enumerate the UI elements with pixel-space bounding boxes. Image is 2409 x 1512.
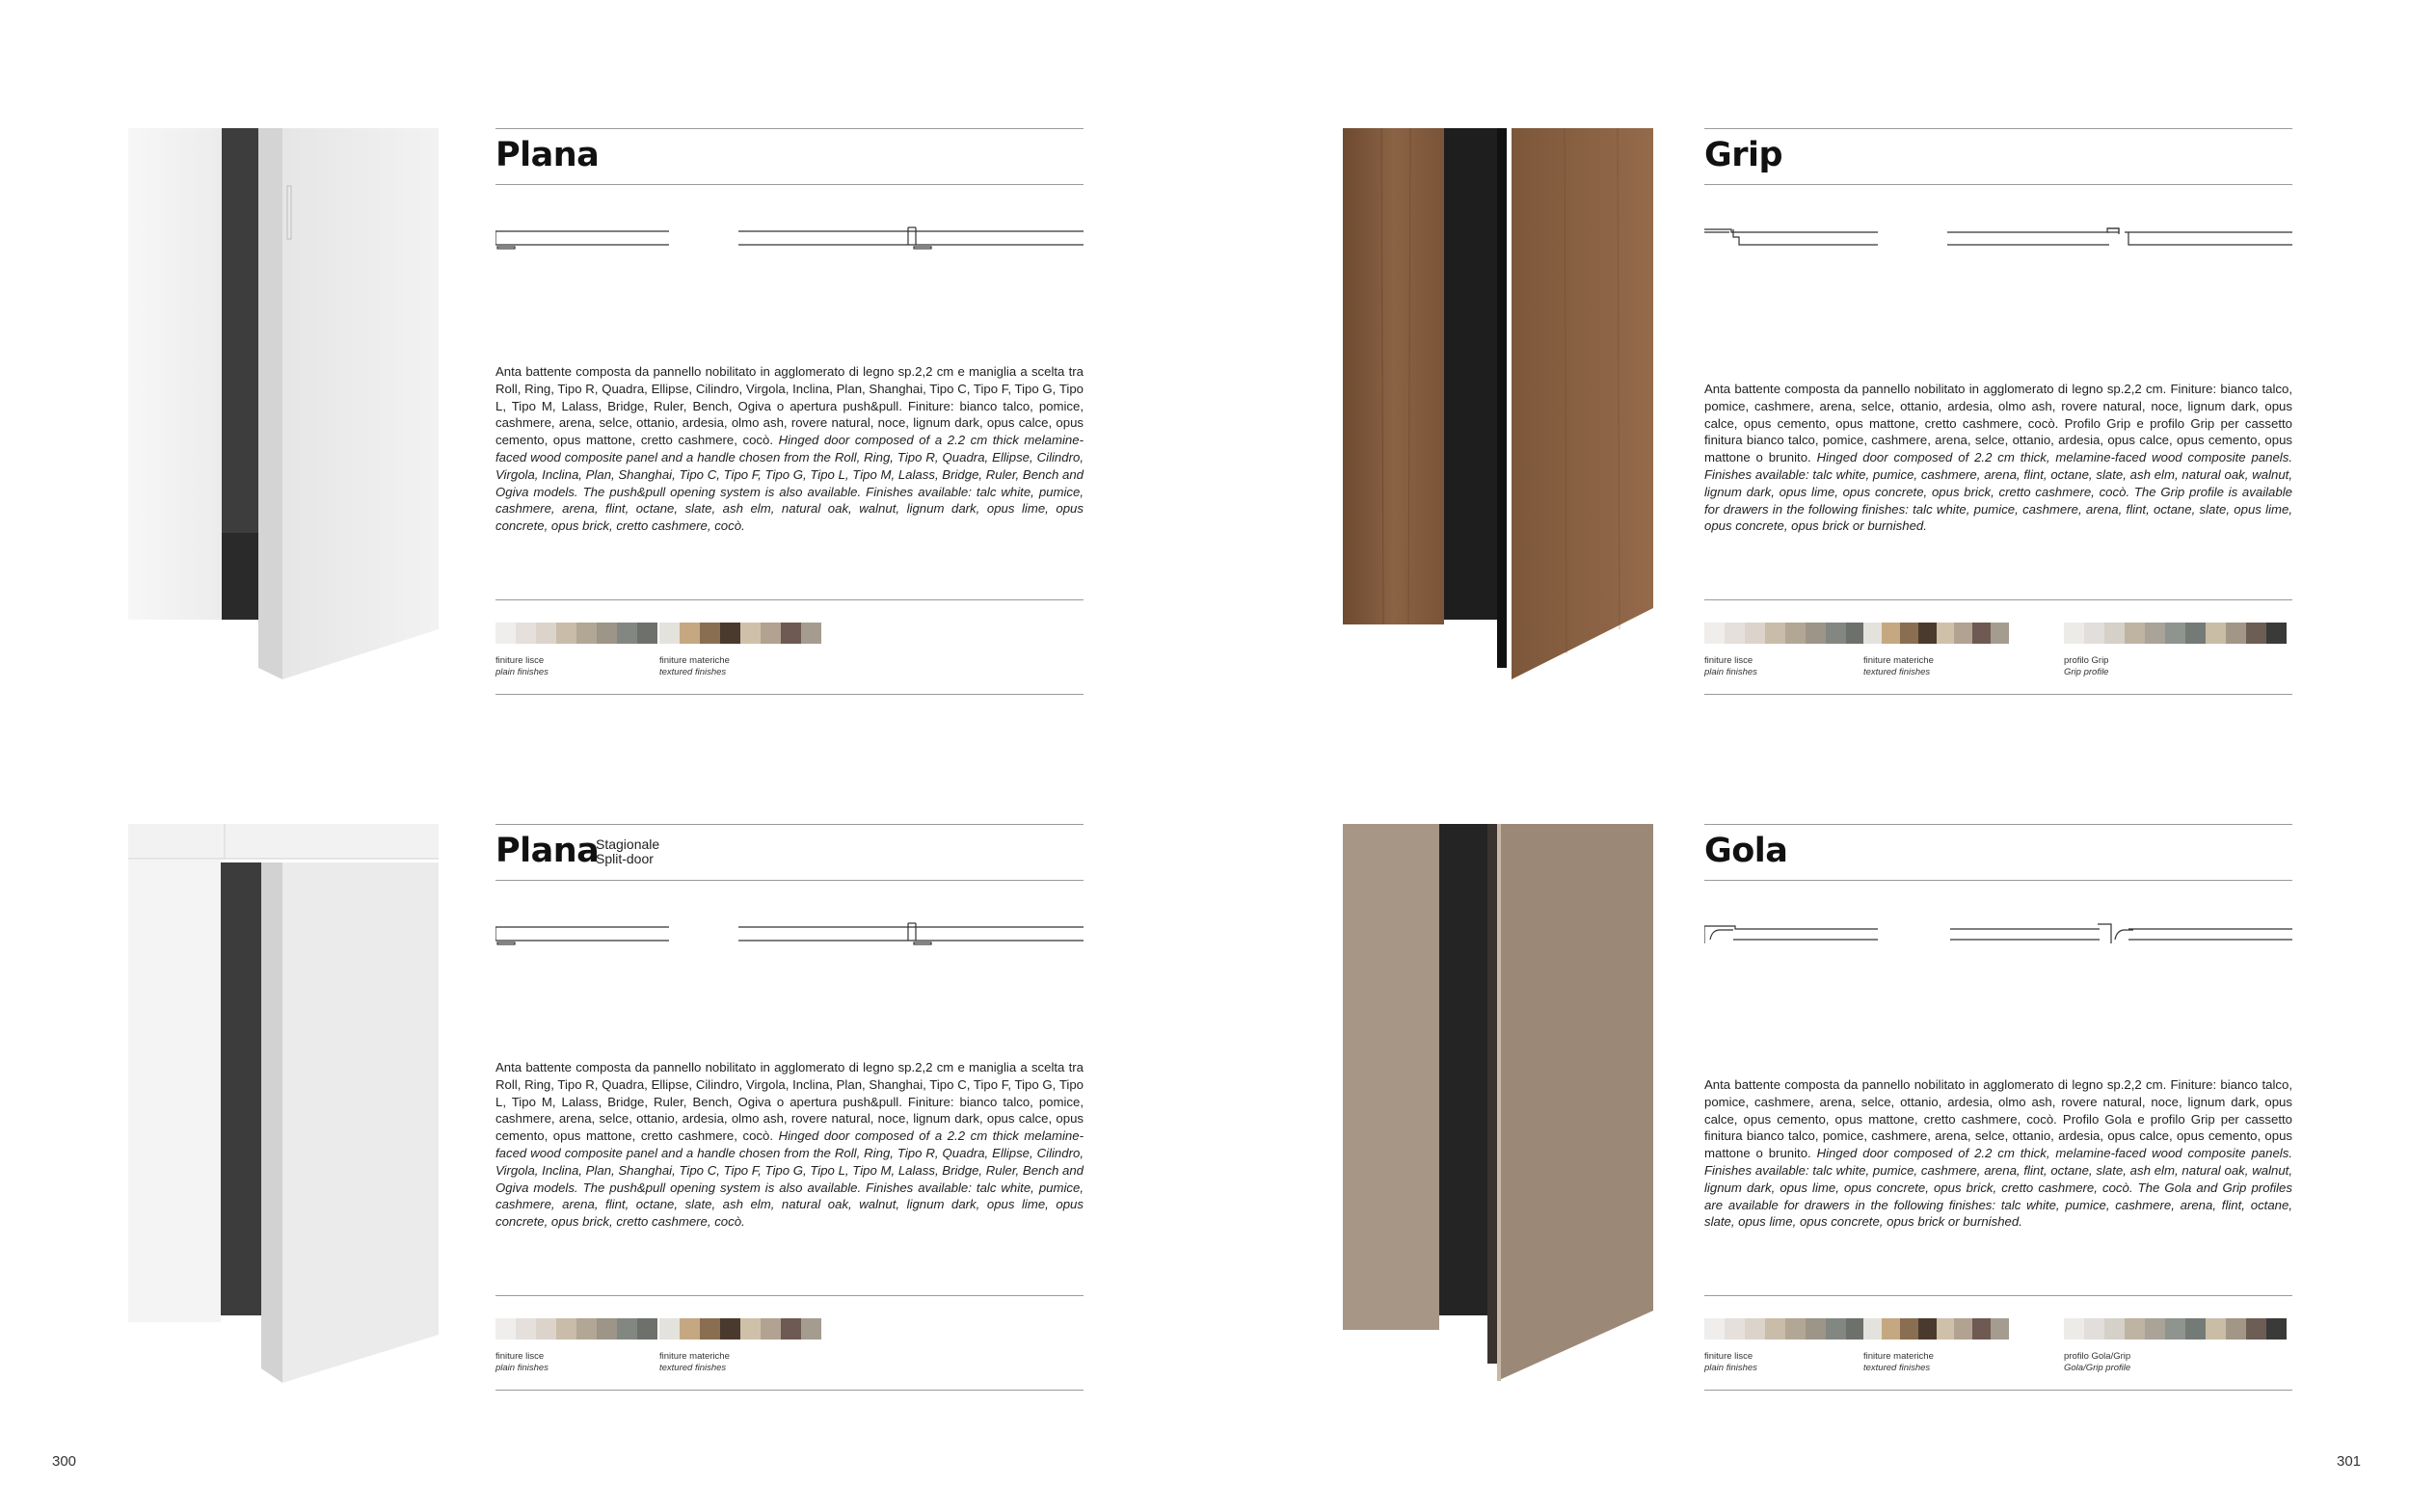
product-description bbox=[1704, 381, 2292, 535]
product-description bbox=[495, 363, 1084, 535]
color-swatch bbox=[2125, 623, 2145, 644]
color-swatch bbox=[495, 1318, 516, 1340]
swatch-group-textured bbox=[1863, 623, 2009, 678]
divider bbox=[1704, 184, 2292, 185]
color-swatch bbox=[516, 1318, 536, 1340]
color-swatch bbox=[1765, 1318, 1785, 1340]
description-english: Hinged door composed of 2.2 cm thick, melamine-faced wood composite panels. Finishes available: talc white, pumice, cashmere, arena, flint, octane, slate, ash elm, natural oak, walnut, lignum dark, opus lime, opus concrete, opus brick, cretto cashmere, cocò. The Grip profile is available for drawers in the following finishes: talc white, pumice, cashmere, arena, flint, octane, slate, opus lime, opus concrete, opus brick or burnished. bbox=[1704, 450, 2292, 534]
color-swatch bbox=[1954, 623, 1972, 644]
color-swatch bbox=[2226, 1318, 2246, 1340]
swatch-row bbox=[659, 1318, 821, 1340]
color-swatch bbox=[1725, 1318, 1745, 1340]
color-swatch bbox=[761, 1318, 781, 1340]
plana-door-photo bbox=[128, 128, 439, 697]
swatch-label: finiture lisce plain finishes bbox=[495, 655, 549, 677]
product-title: Plana bbox=[495, 136, 600, 174]
swatch-group-textured bbox=[659, 1318, 821, 1374]
color-swatch bbox=[1806, 1318, 1826, 1340]
divider bbox=[495, 128, 1084, 129]
color-swatch bbox=[740, 623, 761, 644]
description-english: Hinged door composed of a 2.2 cm thick melamine-faced wood composite panel and a handle chosen from the Roll, Ring, Tipo R, Quadra, Ellipse, Cilindro, Virgola, Inclina, Plan, Shanghai, Tipo C, Tipo F, Tipo G, Tipo L, Tipo M, Lalass, Bridge, Ruler, Bench and Ogiva models. The push&pull opening system is also available. Finishes available: talc white, pumice, cashmere, arena, flint, octane, slate, ash elm, natural oak, walnut, lignum dark, opus lime, opus concrete, opus brick, cretto cashmere, cocò. bbox=[495, 1128, 1084, 1230]
color-swatch bbox=[1972, 1318, 1991, 1340]
swatch-label: finiture lisce plain finishes bbox=[1704, 1351, 1757, 1373]
swatch-group-textured bbox=[1863, 1318, 2009, 1374]
color-swatch bbox=[1704, 1318, 1725, 1340]
divider bbox=[1704, 824, 2292, 825]
color-swatch bbox=[1918, 1318, 1937, 1340]
swatch-group-textured bbox=[659, 623, 821, 678]
color-swatch bbox=[2165, 623, 2185, 644]
swatch-label: finiture lisce plain finishes bbox=[495, 1351, 549, 1373]
color-swatch bbox=[1900, 623, 1918, 644]
divider bbox=[495, 184, 1084, 185]
description-italian: Anta battente composta da pannello nobilitato in agglomerato di legno sp.2,2 cm. Finiture: bianco talco, pomice, cashmere, arena, selce, ottanio, ardesia, olmo ash, rovere natural, noce, lignum dark, opus calce, opus cemento, opus mattone, cretto cashmere, cocò. Profilo Gola e profilo Grip per cassetto finitura bianco talco, pomice, cashmere, arena, selce, ottanio, ardesia, opus calce, opus cemento, opus mattone o brunito. bbox=[1704, 1077, 2292, 1161]
color-swatch bbox=[1765, 623, 1785, 644]
color-swatch bbox=[801, 1318, 821, 1340]
color-swatch bbox=[637, 1318, 657, 1340]
divider bbox=[1704, 1295, 2292, 1296]
swatch-row bbox=[1704, 1318, 1866, 1340]
color-swatch bbox=[536, 1318, 556, 1340]
swatch-label: finiture materiche textured finishes bbox=[1863, 655, 1934, 677]
page-number-right: 301 bbox=[2337, 1453, 2362, 1470]
color-swatch bbox=[740, 1318, 761, 1340]
product-description bbox=[495, 1059, 1084, 1231]
color-swatch bbox=[720, 1318, 740, 1340]
color-swatch bbox=[576, 623, 597, 644]
product-title: Plana bbox=[495, 832, 600, 870]
product-subtitle: Stagionale Split-door bbox=[596, 836, 660, 866]
color-swatch bbox=[1937, 1318, 1955, 1340]
description-italian: Anta battente composta da pannello nobilitato in agglomerato di legno sp.2,2 cm e maniglia a scelta tra Roll, Ring, Tipo R, Quadra, Ellipse, Cilindro, Virgola, Inclina, Plan, Shanghai, Tipo C, Tipo F, Tipo G, Tipo L, Tipo M, Lalass, Bridge, Ruler, Bench, Ogiva o apertura push&pull. Finiture: bianco talco, pomice, cashmere, arena, selce, ottanio, ardesia, olmo ash, rovere natural, noce, lignum dark, opus calce, opus cemento, opus mattone, cretto cashmere, cocò. bbox=[495, 1060, 1084, 1144]
section-profile-drawing bbox=[1704, 920, 2292, 949]
divider bbox=[495, 599, 1084, 600]
description-english: Hinged door composed of a 2.2 cm thick melamine-faced wood composite panel and a handle chosen from the Roll, Ring, Tipo R, Quadra, Ellipse, Cilindro, Virgola, Inclina, Plan, Shanghai, Tipo C, Tipo F, Tipo G, Tipo L, Tipo M, Lalass, Bridge, Ruler, Bench and Ogiva models. The push&pull opening system is also available. Finishes available: talc white, pumice, cashmere, arena, flint, octane, slate, ash elm, natural oak, walnut, lignum dark, opus lime, opus concrete, opus brick, cretto cashmere, cocò. bbox=[495, 433, 1084, 534]
divider bbox=[1704, 128, 2292, 129]
divider bbox=[1704, 1390, 2292, 1391]
color-swatch bbox=[1882, 1318, 1900, 1340]
plana-split-door-photo bbox=[128, 824, 439, 1393]
color-swatch bbox=[1937, 623, 1955, 644]
color-swatch bbox=[2165, 1318, 2185, 1340]
divider bbox=[1704, 694, 2292, 695]
swatch-row bbox=[2064, 623, 2287, 644]
color-swatch bbox=[2206, 623, 2226, 644]
color-swatch bbox=[637, 623, 657, 644]
color-swatch bbox=[2246, 623, 2266, 644]
color-swatch bbox=[1954, 1318, 1972, 1340]
color-swatch bbox=[1745, 1318, 1765, 1340]
color-swatch bbox=[516, 623, 536, 644]
color-swatch bbox=[2185, 1318, 2206, 1340]
color-swatch bbox=[1991, 1318, 2009, 1340]
swatch-label: finiture materiche textured finishes bbox=[659, 655, 730, 677]
divider bbox=[495, 1390, 1084, 1391]
swatch-row bbox=[495, 1318, 657, 1340]
color-swatch bbox=[801, 623, 821, 644]
color-swatch bbox=[2246, 1318, 2266, 1340]
color-swatch bbox=[700, 623, 720, 644]
color-swatch bbox=[1863, 1318, 1882, 1340]
color-swatch bbox=[1826, 1318, 1846, 1340]
color-swatch bbox=[1972, 623, 1991, 644]
swatch-group-plain bbox=[1704, 623, 1866, 678]
swatch-row bbox=[1863, 1318, 2009, 1340]
swatch-row bbox=[659, 623, 821, 644]
swatch-group-gola-profile bbox=[2064, 1318, 2287, 1374]
description-english: Hinged door composed of 2.2 cm thick, melamine-faced wood composite panels. Finishes available: talc white, pumice, cashmere, arena, flint, octane, slate, ash elm, natural oak, walnut, lignum dark, opus lime, opus concrete, opus brick, cretto cashmere, cocò. The Gola and Grip profiles are available for drawers in the following finishes: talc white, pumice, cashmere, arena, flint, octane, slate, opus lime, opus concrete, opus brick or burnished. bbox=[1704, 1146, 2292, 1230]
color-swatch bbox=[2104, 623, 2125, 644]
color-swatch bbox=[597, 623, 617, 644]
swatch-label: finiture materiche textured finishes bbox=[659, 1351, 730, 1373]
divider bbox=[495, 694, 1084, 695]
color-swatch bbox=[2266, 1318, 2287, 1340]
swatch-label: profilo Gola/Grip Gola/Grip profile bbox=[2064, 1351, 2131, 1373]
description-italian: Anta battente composta da pannello nobilitato in agglomerato di legno sp.2,2 cm e maniglia a scelta tra Roll, Ring, Tipo R, Quadra, Ellipse, Cilindro, Virgola, Inclina, Plan, Shanghai, Tipo C, Tipo F, Tipo G, Tipo L, Tipo M, Lalass, Bridge, Ruler, Bench, Ogiva o apertura push&pull. Finiture: bianco talco, pomice, cashmere, arena, selce, ottanio, ardesia, olmo ash, rovere natural, noce, lignum dark, opus calce, opus cemento, opus mattone, cretto cashmere, cocò. bbox=[495, 364, 1084, 448]
color-swatch bbox=[2145, 1318, 2165, 1340]
divider bbox=[1704, 880, 2292, 881]
grip-door-photo bbox=[1343, 128, 1653, 697]
color-swatch bbox=[1900, 1318, 1918, 1340]
color-swatch bbox=[1745, 623, 1765, 644]
color-swatch bbox=[597, 1318, 617, 1340]
description-italian: Anta battente composta da pannello nobilitato in agglomerato di legno sp.2,2 cm. Finiture: bianco talco, pomice, cashmere, arena, selce, ottanio, ardesia, olmo ash, rovere natural, noce, lignum dark, opus calce, opus cemento, opus mattone, cretto cashmere, cocò. Profilo Grip e profilo Grip per cassetto finitura bianco talco, pomice, cashmere, arena, selce, ottanio, ardesia, opus calce, opus cemento, opus mattone o brunito. bbox=[1704, 382, 2292, 465]
color-swatch bbox=[556, 623, 576, 644]
color-swatch bbox=[2084, 623, 2104, 644]
swatch-row bbox=[495, 623, 657, 644]
color-swatch bbox=[1918, 623, 1937, 644]
swatch-label: profilo Grip Grip profile bbox=[2064, 655, 2109, 677]
swatch-group-grip-profile bbox=[2064, 623, 2287, 678]
color-swatch bbox=[617, 623, 637, 644]
color-swatch bbox=[659, 623, 680, 644]
color-swatch bbox=[2145, 623, 2165, 644]
color-swatch bbox=[700, 1318, 720, 1340]
color-swatch bbox=[2064, 1318, 2084, 1340]
gola-door-photo bbox=[1343, 824, 1653, 1393]
color-swatch bbox=[1785, 1318, 1806, 1340]
swatch-row bbox=[1863, 623, 2009, 644]
color-swatch bbox=[2084, 1318, 2104, 1340]
color-swatch bbox=[2185, 623, 2206, 644]
color-swatch bbox=[2064, 623, 2084, 644]
divider bbox=[495, 824, 1084, 825]
color-swatch bbox=[1882, 623, 1900, 644]
swatch-group-plain bbox=[495, 623, 657, 678]
color-swatch bbox=[2266, 623, 2287, 644]
color-swatch bbox=[1704, 623, 1725, 644]
color-swatch bbox=[1785, 623, 1806, 644]
color-swatch bbox=[2104, 1318, 2125, 1340]
color-swatch bbox=[2206, 1318, 2226, 1340]
color-swatch bbox=[1806, 623, 1826, 644]
color-swatch bbox=[720, 623, 740, 644]
color-swatch bbox=[2226, 623, 2246, 644]
color-swatch bbox=[1725, 623, 1745, 644]
swatch-row bbox=[1704, 623, 1866, 644]
color-swatch bbox=[1863, 623, 1882, 644]
section-profile-drawing bbox=[1704, 225, 2292, 253]
swatch-label: finiture lisce plain finishes bbox=[1704, 655, 1757, 677]
swatch-label: finiture materiche textured finishes bbox=[1863, 1351, 1934, 1373]
color-swatch bbox=[536, 623, 556, 644]
color-swatch bbox=[781, 623, 801, 644]
color-swatch bbox=[1826, 623, 1846, 644]
section-profile-drawing bbox=[495, 920, 1084, 949]
swatch-group-plain bbox=[495, 1318, 657, 1374]
page-number-left: 300 bbox=[52, 1453, 77, 1470]
color-swatch bbox=[2125, 1318, 2145, 1340]
swatch-group-plain bbox=[1704, 1318, 1866, 1374]
product-description bbox=[1704, 1076, 2292, 1231]
color-swatch bbox=[680, 1318, 700, 1340]
color-swatch bbox=[1991, 623, 2009, 644]
color-swatch bbox=[659, 1318, 680, 1340]
swatch-row bbox=[2064, 1318, 2287, 1340]
divider bbox=[495, 880, 1084, 881]
divider bbox=[495, 1295, 1084, 1296]
color-swatch bbox=[617, 1318, 637, 1340]
color-swatch bbox=[576, 1318, 597, 1340]
color-swatch bbox=[680, 623, 700, 644]
color-swatch bbox=[761, 623, 781, 644]
product-title: Gola bbox=[1704, 832, 1788, 870]
color-swatch bbox=[495, 623, 516, 644]
divider bbox=[1704, 599, 2292, 600]
section-profile-drawing bbox=[495, 225, 1084, 253]
color-swatch bbox=[781, 1318, 801, 1340]
color-swatch bbox=[556, 1318, 576, 1340]
product-title: Grip bbox=[1704, 136, 1783, 174]
